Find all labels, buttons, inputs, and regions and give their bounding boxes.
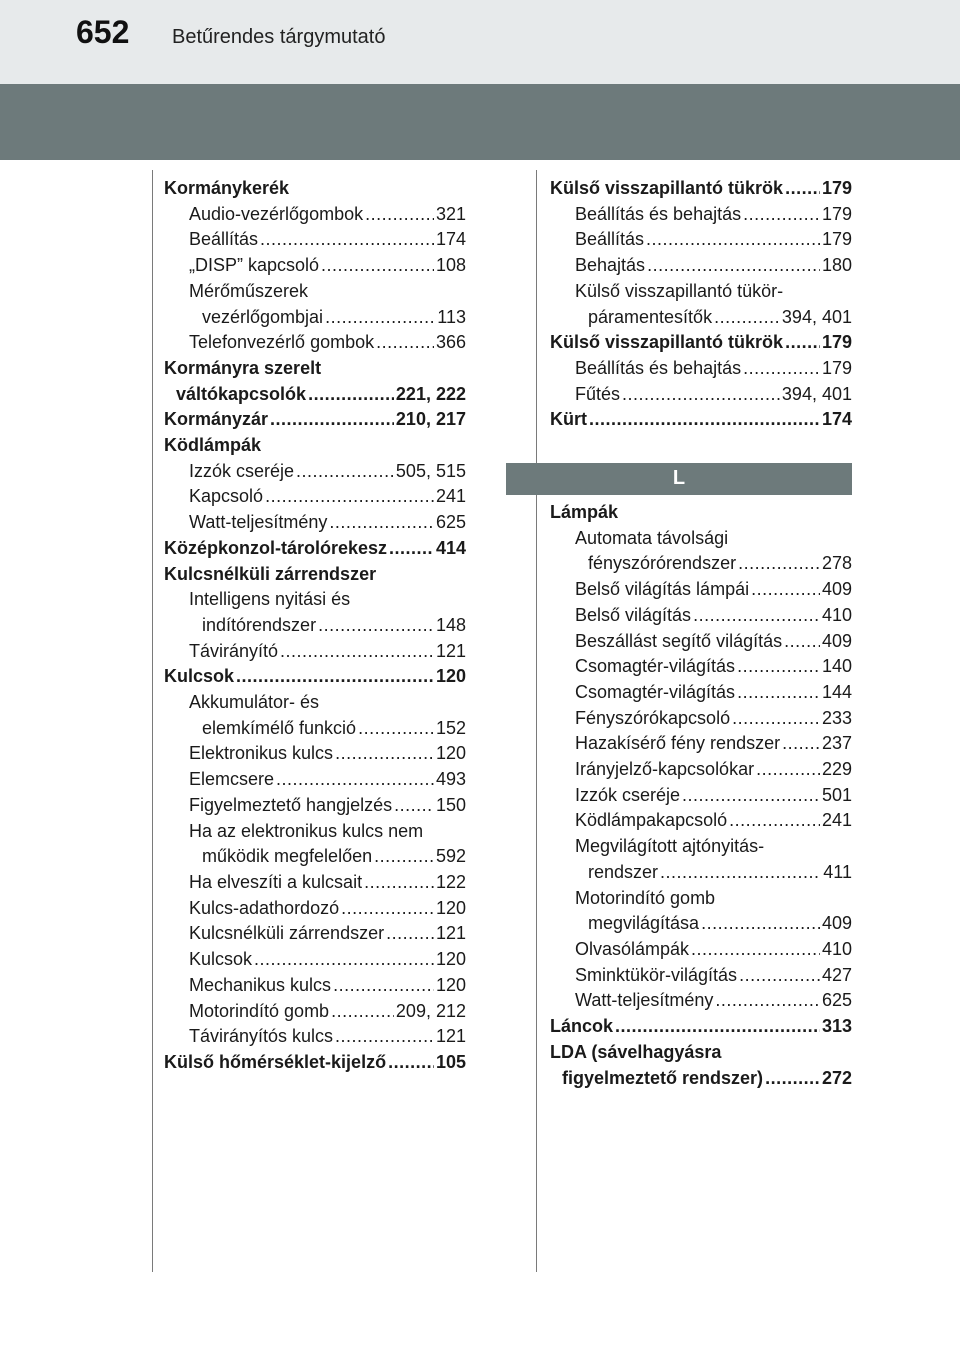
page-title: Betűrendes tárgymutató: [172, 26, 386, 48]
index-entry-page: 409: [821, 630, 852, 651]
index-entry-term: Fényszórókapcsoló: [575, 707, 731, 728]
dot-leader: [270, 407, 394, 433]
index-entry-term: Ködlámpakapcsoló: [575, 810, 728, 831]
index-entry-term: Motorindító gomb: [575, 887, 716, 908]
index-entry-term: Kormányra szerelt: [164, 357, 322, 378]
index-entry-term: Belső világítás lámpái: [575, 579, 750, 600]
index-entry: [550, 382, 852, 408]
index-entry-page: 120: [435, 743, 466, 764]
index-entry: [550, 757, 852, 783]
dot-leader: [751, 577, 820, 603]
index-entry-term: Kürt: [550, 409, 587, 430]
index-entry-page: 501: [821, 784, 852, 805]
index-entry: [164, 921, 466, 947]
index-entry: [164, 176, 466, 202]
index-entry-page: 120: [435, 666, 466, 687]
index-entry: [550, 227, 852, 253]
index-entry-page: 625: [821, 990, 852, 1011]
dot-leader: [265, 484, 434, 510]
index-entry: [164, 973, 466, 999]
index-entry: [550, 937, 852, 963]
index-entry-page: 121: [435, 1026, 466, 1047]
index-entry: [164, 896, 466, 922]
index-entry-page: 120: [435, 974, 466, 995]
index-entry: [550, 1040, 852, 1066]
index-entry-term: Elektronikus kulcs: [189, 743, 334, 764]
index-column-left: [164, 176, 466, 1076]
dot-leader: [729, 808, 820, 834]
index-entry-term: Kormányzár: [164, 409, 269, 430]
index-entry-page: 179: [821, 229, 852, 250]
index-entry: [550, 305, 852, 331]
index-entry-term: megvilágítása: [588, 913, 700, 934]
index-entry-page: 121: [435, 640, 466, 661]
index-entry-term: Ha az elektronikus kulcs nem: [189, 820, 424, 841]
index-entry-page: 366: [435, 332, 466, 353]
index-entry-term: Ha elveszíti a kulcsait: [189, 871, 363, 892]
index-entry-page: 179: [821, 357, 852, 378]
index-entry-term: Watt-teljesítmény: [575, 990, 714, 1011]
dot-leader: [715, 988, 820, 1014]
index-entry: [550, 551, 852, 577]
column-rule-middle: [536, 170, 537, 1272]
index-entry-page: 150: [435, 794, 466, 815]
index-entry-page: 108: [435, 255, 466, 276]
index-entry-term: Sminktükör-világítás: [575, 964, 738, 985]
section-letter-bar: [506, 463, 852, 495]
index-entry-term: Beállítás: [575, 229, 645, 250]
dot-leader: [737, 680, 820, 706]
index-entry-term: Külső visszapillantó tükör-: [575, 280, 784, 301]
dot-leader: [660, 860, 821, 886]
index-entry: [164, 356, 466, 382]
index-entry: [550, 603, 852, 629]
dot-leader: [254, 947, 434, 973]
index-entry: [164, 227, 466, 253]
index-entry: [550, 988, 852, 1014]
index-entry: [164, 690, 466, 716]
index-entry-page: 152: [435, 717, 466, 738]
index-entry-term: Figyelmeztető hangjelzés: [189, 794, 393, 815]
index-group-l: [550, 500, 852, 1091]
dot-leader: [308, 382, 394, 408]
index-entry-term: Audio-vezérlőgombok: [189, 203, 364, 224]
index-entry-page: 179: [821, 332, 852, 353]
index-entry: [550, 407, 852, 433]
dot-leader: [682, 783, 820, 809]
dot-leader: [376, 330, 434, 356]
index-entry: [164, 305, 466, 331]
index-entry: [550, 680, 852, 706]
index-entry-term: Irányjelző-kapcsolókar: [575, 759, 755, 780]
index-entry-page: 272: [821, 1067, 852, 1088]
index-entry-page: 180: [821, 255, 852, 276]
index-entry: [550, 330, 852, 356]
header-strip: [0, 0, 960, 84]
index-entry: [164, 459, 466, 485]
index-entry-page: 241: [435, 486, 466, 507]
index-entry-page: 321: [435, 203, 466, 224]
dot-leader: [335, 1024, 434, 1050]
index-entry: [164, 741, 466, 767]
index-entry-page: 505, 515: [395, 460, 466, 481]
dot-leader: [647, 253, 820, 279]
index-entry-page: 210, 217: [395, 409, 466, 430]
index-entry-page: 140: [821, 656, 852, 677]
dot-leader: [386, 921, 434, 947]
dot-leader: [333, 973, 434, 999]
index-entry: [550, 911, 852, 937]
index-entry: [550, 577, 852, 603]
dot-leader: [276, 767, 434, 793]
index-entry-page: 410: [821, 604, 852, 625]
index-entry: [164, 793, 466, 819]
index-entry-term: Akkumulátor- és: [189, 692, 320, 713]
index-entry: [164, 382, 466, 408]
index-entry: [164, 716, 466, 742]
index-entry-term: Telefonvezérlő gombok: [189, 332, 375, 353]
dot-leader: [236, 664, 434, 690]
header-band: [0, 84, 960, 160]
index-entry-term: Beszállást segítő világítás: [575, 630, 783, 651]
index-entry-term: Kulcs-adathordozó: [189, 897, 340, 918]
index-entry: [550, 279, 852, 305]
index-entry-page: 414: [435, 537, 466, 558]
index-entry: [164, 870, 466, 896]
dot-leader: [693, 603, 820, 629]
index-entry-page: 144: [821, 681, 852, 702]
index-entry-page: 493: [435, 769, 466, 790]
dot-leader: [331, 999, 394, 1025]
index-entry-term: Automata távolsági: [575, 527, 729, 548]
index-entry-page: 120: [435, 949, 466, 970]
dot-leader: [732, 706, 820, 732]
index-entry: [550, 834, 852, 860]
index-entry: [164, 587, 466, 613]
index-entry: [164, 330, 466, 356]
index-column-right: [550, 176, 852, 1091]
index-entry: [550, 731, 852, 757]
dot-leader: [365, 202, 434, 228]
dot-leader: [701, 911, 820, 937]
column-rule-left: [152, 170, 153, 1272]
index-entry: [164, 1050, 466, 1076]
index-entry-term: Távirányító: [189, 640, 279, 661]
dot-leader: [737, 654, 820, 680]
dot-leader: [394, 793, 434, 819]
index-entry-term: figyelmeztető rendszer): [562, 1067, 764, 1088]
index-entry-page: 148: [435, 614, 466, 635]
index-group-k-continued: [550, 176, 852, 433]
index-entry: [164, 819, 466, 845]
dot-leader: [743, 356, 820, 382]
index-entry-page: 237: [821, 733, 852, 754]
index-entry-term: Izzók cseréje: [189, 460, 295, 481]
index-entry: [164, 510, 466, 536]
dot-leader: [691, 937, 820, 963]
index-entry: [164, 562, 466, 588]
index-entry-term: Távirányítós kulcs: [189, 1026, 334, 1047]
index-entry-term: Intelligens nyitási és: [189, 589, 351, 610]
index-entry-page: 410: [821, 938, 852, 959]
dot-leader: [374, 844, 434, 870]
index-entry: [550, 500, 852, 526]
dot-leader: [260, 227, 434, 253]
index-entry: [550, 963, 852, 989]
dot-leader: [785, 330, 820, 356]
index-entry: [164, 947, 466, 973]
index-entry: [164, 202, 466, 228]
index-entry: [164, 664, 466, 690]
index-entry: [550, 706, 852, 732]
index-entry: [550, 654, 852, 680]
page-number: 652: [76, 14, 130, 50]
index-entry-term: Beállítás és behajtás: [575, 203, 742, 224]
index-entry-term: Hazakísérő fény rendszer: [575, 733, 781, 754]
index-entry: [550, 1066, 852, 1092]
index-entry-term: Elemcsere: [189, 769, 275, 790]
index-entry: [550, 860, 852, 886]
dot-leader: [738, 551, 820, 577]
dot-leader: [785, 176, 820, 202]
index-entry-page: 105: [435, 1051, 466, 1072]
index-entry-term: Kulcsnélküli zárrendszer: [164, 563, 377, 584]
index-entry-term: Megvilágított ajtónyitás-: [575, 836, 765, 857]
dot-leader: [280, 639, 434, 665]
index-entry-page: 122: [435, 871, 466, 892]
index-entry-term: LDA (sávelhagyásra: [550, 1041, 722, 1062]
index-entry-page: 113: [437, 306, 466, 327]
index-entry-page: 427: [821, 964, 852, 985]
index-entry-page: 592: [435, 846, 466, 867]
index-entry: [550, 176, 852, 202]
index-entry-term: Motorindító gomb: [189, 1000, 330, 1021]
index-entry-term: Izzók cseréje: [575, 784, 681, 805]
index-entry: [164, 999, 466, 1025]
index-entry-page: 278: [821, 553, 852, 574]
dot-leader: [743, 202, 820, 228]
dot-leader: [321, 253, 434, 279]
index-entry: [164, 1024, 466, 1050]
dot-leader: [389, 536, 434, 562]
index-entry-page: 233: [821, 707, 852, 728]
index-entry: [550, 629, 852, 655]
index-entry: [550, 808, 852, 834]
dot-leader: [622, 382, 780, 408]
index-entry-term: Olvasólámpák: [575, 938, 690, 959]
index-entry-page: 179: [821, 203, 852, 224]
dot-leader: [784, 629, 820, 655]
index-entry-term: Külső visszapillantó tükrök: [550, 178, 784, 198]
index-entry-page: 179: [821, 178, 852, 198]
index-entry-term: elemkímélő funkció: [202, 717, 357, 738]
index-entry-term: indítórendszer: [202, 614, 317, 635]
index-entry: [550, 526, 852, 552]
index-entry-term: Külső visszapillantó tükrök: [550, 332, 784, 353]
index-entry-term: páramentesítők: [588, 306, 713, 327]
dot-leader: [364, 870, 434, 896]
index-entry-term: rendszer: [588, 861, 659, 882]
dot-leader: [615, 1014, 820, 1040]
dot-leader: [329, 510, 434, 536]
index-entry-page: 409: [821, 913, 852, 934]
index-entry: [164, 844, 466, 870]
dot-leader: [739, 963, 820, 989]
dot-leader: [756, 757, 820, 783]
dot-leader: [714, 305, 780, 331]
index-entry-term: Behajtás: [575, 255, 646, 276]
index-entry-term: Ködlámpák: [164, 435, 262, 456]
index-entry-term: Középkonzol-tárolórekesz: [164, 537, 388, 558]
index-entry: [164, 484, 466, 510]
dot-leader: [589, 407, 820, 433]
index-entry-term: vezérlőgombjai: [202, 306, 324, 327]
index-entry-term: Mérőműszerek: [189, 280, 309, 301]
index-entry-page: 174: [435, 229, 466, 250]
index-entry-term: Kormánykerék: [164, 178, 290, 198]
dot-leader: [388, 1050, 434, 1076]
index-entry-term: Watt-teljesítmény: [189, 512, 328, 533]
index-entry-term: Kulcsok: [164, 666, 235, 687]
index-entry-page: 241: [821, 810, 852, 831]
dot-leader: [341, 896, 434, 922]
index-entry-page: 209, 212: [395, 1000, 466, 1021]
index-entry: [550, 886, 852, 912]
index-entry-term: működik megfelelően: [202, 846, 373, 867]
index-entry: [164, 279, 466, 305]
index-entry-term: Kapcsoló: [189, 486, 264, 507]
index-entry: [164, 613, 466, 639]
dot-leader: [646, 227, 820, 253]
index-entry: [550, 253, 852, 279]
index-entry: [164, 536, 466, 562]
index-entry: [550, 356, 852, 382]
dot-leader: [325, 305, 435, 331]
index-entry-term: Fűtés: [575, 383, 621, 404]
index-entry: [550, 783, 852, 809]
section-letter: L: [672, 467, 686, 490]
index-entry-page: 120: [435, 897, 466, 918]
index-entry: [164, 253, 466, 279]
index-entry-term: Beállítás és behajtás: [575, 357, 742, 378]
index-entry: [550, 202, 852, 228]
index-entry-page: 409: [821, 579, 852, 600]
index-entry-page: 121: [435, 923, 466, 944]
index-entry-term: Belső világítás: [575, 604, 692, 625]
index-entry-page: 625: [435, 512, 466, 533]
index-entry-term: „DISP” kapcsoló: [189, 255, 320, 276]
dot-leader: [782, 731, 820, 757]
index-entry-term: Láncok: [550, 1016, 614, 1037]
index-entry-term: Lámpák: [550, 502, 619, 523]
index-entry-term: Mechanikus kulcs: [189, 974, 332, 995]
index-entry-term: Csomagtér-világítás: [575, 656, 736, 677]
dot-leader: [335, 741, 434, 767]
index-entry-term: Kulcsok: [189, 949, 253, 970]
index-entry: [164, 407, 466, 433]
index-entry-page: 229: [821, 759, 852, 780]
index-entry-term: Kulcsnélküli zárrendszer: [189, 923, 385, 944]
index-entry: [164, 767, 466, 793]
index-entry: [550, 1014, 852, 1040]
index-entry-page: 394, 401: [781, 306, 852, 327]
index-entry: [164, 433, 466, 459]
index-entry: [164, 639, 466, 665]
dot-leader: [296, 459, 394, 485]
index-entry-page: 394, 401: [781, 383, 852, 404]
dot-leader: [318, 613, 434, 639]
dot-leader: [358, 716, 434, 742]
dot-leader: [765, 1066, 820, 1092]
index-entry-term: fényszórórendszer: [588, 553, 737, 574]
index-entry-term: váltókapcsolók: [176, 383, 307, 404]
index-entry-term: Külső hőmérséklet-kijelző: [164, 1051, 387, 1072]
index-entry-page: 411: [823, 861, 852, 882]
index-entry-page: 174: [821, 409, 852, 430]
index-entry-page: 313: [821, 1016, 852, 1037]
index-entry-term: Csomagtér-világítás: [575, 681, 736, 702]
index-entry-page: 221, 222: [395, 383, 466, 404]
index-entry-term: Beállítás: [189, 229, 259, 250]
